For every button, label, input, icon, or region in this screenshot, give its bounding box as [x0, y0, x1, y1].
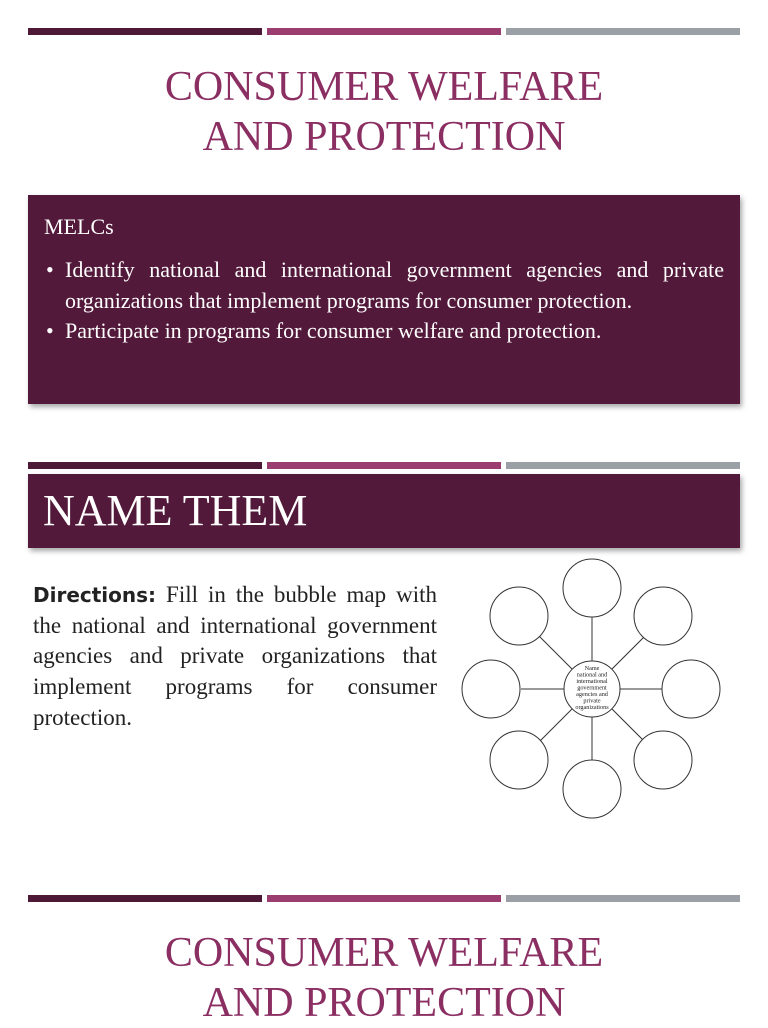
slide1-title-line2: AND PROTECTION: [202, 114, 566, 160]
accent-segment-dark: [28, 28, 262, 35]
slide1-title-line1: CONSUMER WELFARE: [164, 64, 604, 110]
directions-text: Fill in the bubble map with the national and international government agencies and private organizations that implement programs for consumer protection.: [33, 582, 437, 730]
bubble-bottom-right[interactable]: [634, 731, 692, 789]
bubble-top-right[interactable]: [634, 587, 692, 645]
melc-list: [44, 255, 724, 347]
accent-segment-mid: [267, 895, 501, 902]
connector-line: [539, 709, 572, 742]
accent-segment-mid: [267, 28, 501, 35]
slide1-title: [0, 62, 768, 162]
bubble-center-line: Name: [584, 665, 600, 672]
melc-heading: MELCs: [44, 214, 114, 239]
bubble-bottom[interactable]: [563, 760, 621, 818]
connector-line: [612, 636, 645, 669]
bubble-center-line: private: [583, 697, 601, 705]
slide3-accent-bar: [28, 895, 740, 902]
slide2-accent-bar: [28, 462, 740, 469]
bubble-top[interactable]: [563, 559, 621, 617]
bubble-left[interactable]: [462, 660, 520, 718]
slide1-accent-bar: [28, 28, 740, 35]
directions-paragraph: [33, 580, 437, 734]
bubble-center-line: international: [576, 678, 608, 685]
accent-segment-dark: [28, 462, 262, 469]
connector-line: [612, 709, 645, 742]
connector-line: [539, 636, 572, 669]
bubble-bottom-left[interactable]: [490, 731, 548, 789]
slide3-title: [0, 928, 768, 1028]
bubble-right[interactable]: [662, 660, 720, 718]
accent-segment-gray: [506, 895, 740, 902]
directions-label: Directions:: [33, 583, 157, 607]
accent-segment-mid: [267, 462, 501, 469]
slide3-title-line1: CONSUMER WELFARE: [164, 930, 604, 976]
bubble-center-line: organizations: [575, 704, 609, 711]
slide3-title-line2: AND PROTECTION: [202, 980, 566, 1026]
accent-segment-dark: [28, 895, 262, 902]
melc-box: [28, 195, 740, 404]
bubble-center-line: agencies and: [576, 691, 608, 698]
bubble-map: [455, 552, 730, 827]
bubble-center-line: government: [577, 684, 607, 692]
banner-title: NAME THEM: [43, 486, 308, 535]
melc-bullet-2: • Participate in programs for consumer welfare and protection.: [44, 316, 724, 347]
bubble-center-line: national and: [576, 671, 608, 679]
section-banner: [28, 474, 740, 548]
accent-segment-gray: [506, 28, 740, 35]
bubble-top-left[interactable]: [490, 587, 548, 645]
melc-bullet-1: • Identify national and international government agencies and private organizations that implement programs for consumer protection.: [44, 255, 724, 316]
accent-segment-gray: [506, 462, 740, 469]
